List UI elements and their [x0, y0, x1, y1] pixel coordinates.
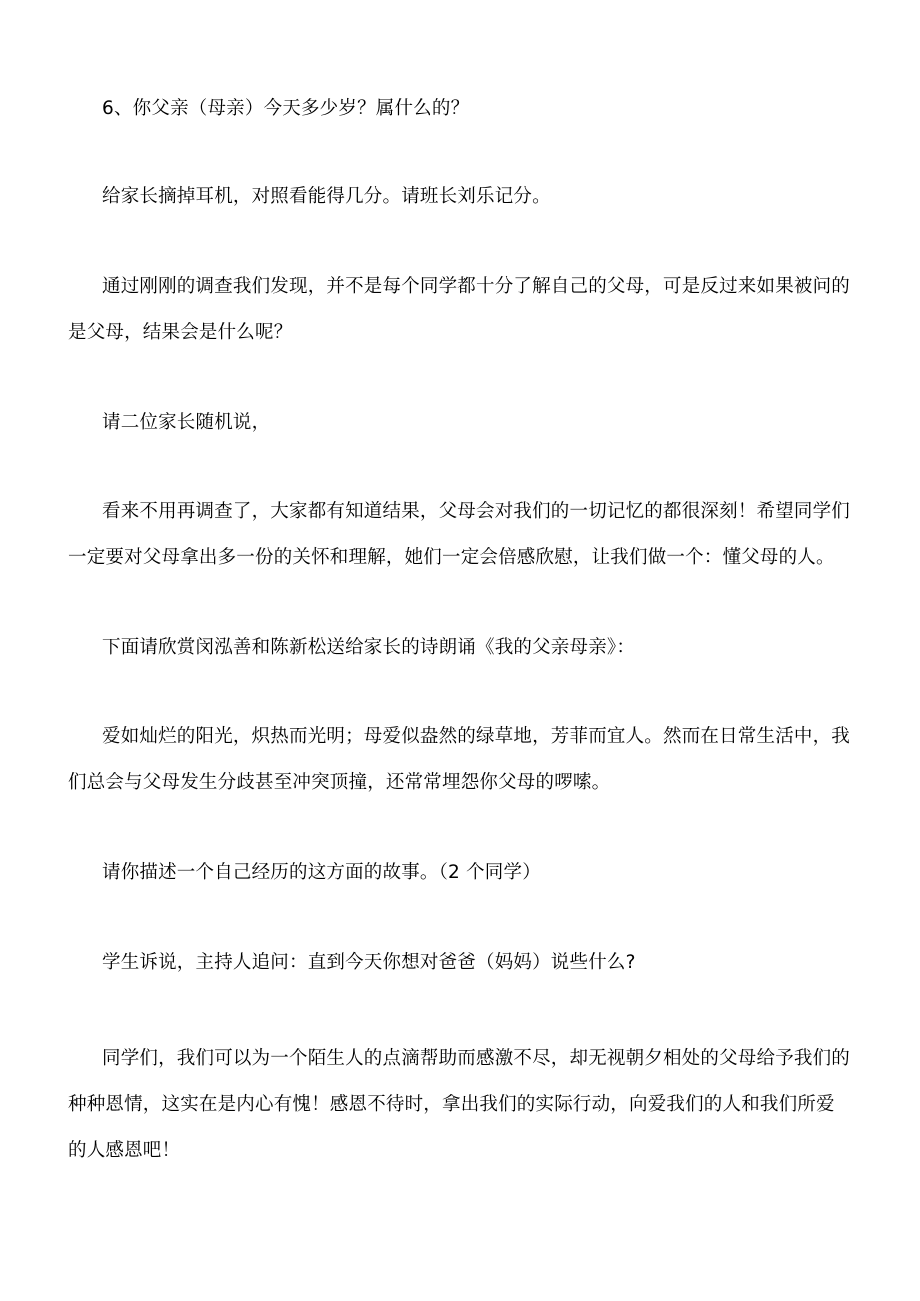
- paragraph-student-speaks: 学生诉说，主持人追问：直到今天你想对爸爸（妈妈）说些什么?: [102, 952, 636, 973]
- paragraph-love-sunshine: 爱如灿烂的阳光，炽热而光明；母爱似盎然的绿草地，芳菲而宜人。然而在日常生活中，我们总会与父母发生分歧甚至冲突顶撞，还常常埋怨你父母的啰嗦。: [68, 726, 851, 793]
- paragraph-poem-intro: 下面请欣赏闵泓善和陈新松送给家长的诗朗诵《我的父亲母亲》：: [102, 637, 636, 658]
- paragraph-story-request: 请你描述一个自己经历的这方面的故事。（2 个同学）: [102, 862, 541, 883]
- paragraph-question-6: 6、你父亲（母亲）今天多少岁？属什么的？: [102, 98, 470, 119]
- paragraph-gratitude: 同学们，我们可以为一个陌生人的点滴帮助而感激不尽，却无视朝夕相处的父母给予我们的种种恩情，这实在是内心有愧！感恩不待时，拿出我们的实际行动，向爱我们的人和我们所爱的人感恩吧！: [68, 1048, 851, 1161]
- paragraph-remove-headphones: 给家长摘掉耳机，对照看能得几分。请班长刘乐记分。: [102, 186, 551, 207]
- paragraph-survey-finding: 通过刚刚的调查我们发现，并不是每个同学都十分了解自己的父母，可是反过来如果被问的是父母，结果会是什么呢？: [68, 276, 851, 343]
- paragraph-parents-speak: 请二位家长随机说，: [102, 412, 271, 433]
- paragraph-conclusion: 看来不用再调查了，大家都有知道结果，父母会对我们的一切记忆的都很深刻！希望同学们一定要对父母拿出多一份的关怀和理解，她们一定会倍感欣慰，让我们做一个：懂父母的人。: [68, 501, 851, 568]
